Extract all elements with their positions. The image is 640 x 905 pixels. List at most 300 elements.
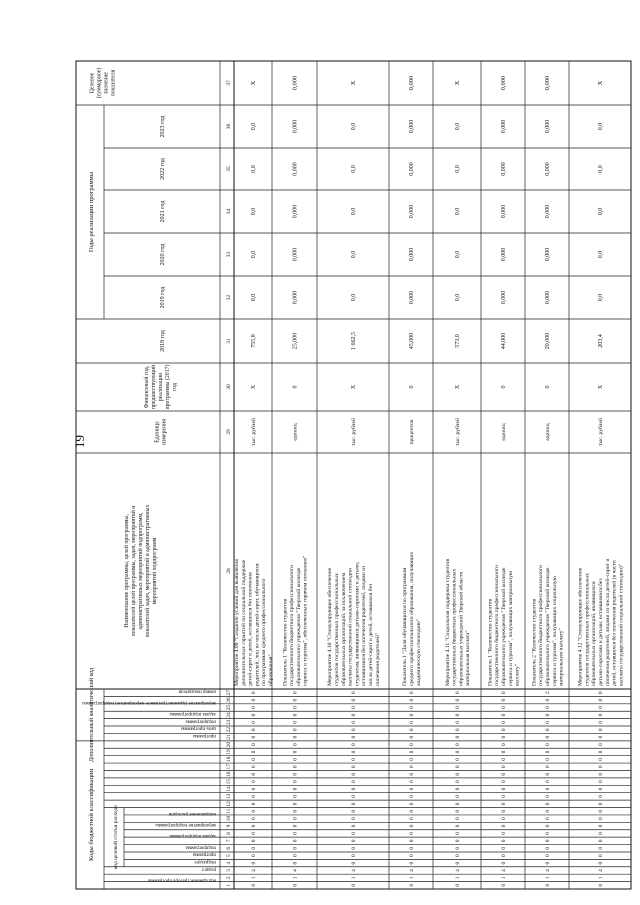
year-value: 20,000 [545, 332, 551, 350]
code-cell: 0 [598, 802, 604, 806]
code-cell: 0 [545, 720, 551, 724]
code-cell: 0 [455, 691, 461, 695]
code-cell: 0 [409, 735, 415, 739]
year-value: 0,0 [598, 122, 604, 131]
code-cell: 1 [292, 876, 299, 880]
year-value: 0,0 [351, 250, 357, 259]
fin-cell: X [251, 384, 257, 390]
code-cell: 0 [251, 802, 257, 806]
code-cell: 0 [251, 846, 257, 850]
code-cell: 0 [545, 765, 551, 769]
code-cell: 0 [292, 846, 299, 850]
code-cell: 0 [292, 706, 299, 709]
code-cell: 0 [292, 839, 299, 843]
fin-cell: 0 [545, 385, 551, 389]
code-cell: 0 [545, 861, 551, 865]
column-number: 6 [226, 846, 232, 850]
code-cell: 0 [251, 735, 257, 739]
code-cell: 0 [455, 757, 461, 761]
code-cell: 0 [292, 780, 299, 783]
code-cell: 0 [351, 809, 357, 813]
code-cell: 0 [292, 795, 299, 798]
column-number: 2 [226, 876, 232, 880]
row-name: Показатель 2 "Количество студентовгосударственного бюджетного профессиональногообразовательного учреждения "Тверской колледжсервиса и туризма", получающих социальнуюматериальную выплату" [531, 565, 565, 686]
column-number: 20 [226, 741, 232, 748]
code-cell: 0 [455, 698, 461, 702]
column-header-rotated: задача подпрограммы [169, 833, 216, 839]
year-value: 25,000 [292, 332, 299, 350]
year-value: 0,000 [501, 162, 507, 176]
fin-cell: X [351, 384, 357, 390]
code-cell: 0 [292, 854, 299, 858]
code-cell: 0 [455, 861, 461, 865]
code-cell: 0 [545, 883, 551, 887]
code-cell: 0 [292, 698, 299, 702]
row-name: Мероприятие 4.10 "Стимулирующее обеспечениестудентов государственных профессиональныхобразовательных организаций, за исключениемвыплаты государственной социальной стипендиистудентам, являющимся детьми-сиротами и детьми,оставшимися без попечения родителей, лицами изчисла детей-сирот и детей, оставшихся безпопечения родителей" [327, 561, 381, 686]
code-cell: 0 [251, 854, 257, 858]
unit-column-header: Единицаизмерения [154, 419, 168, 445]
target-cell: 0,000 [408, 75, 415, 91]
target-cell: 0,000 [500, 75, 507, 91]
code-cell: 0 [545, 757, 551, 761]
year-value: 0,0 [455, 165, 461, 173]
code-cell: 0 [251, 765, 257, 769]
code-cell: 0 [351, 743, 357, 746]
year-value: 203,4 [598, 334, 604, 348]
column-number: 5 [226, 854, 232, 858]
code-cell: 4 [455, 869, 461, 872]
name-column-header: Наименование программы, целей программы,показателей целей программы, задач, мероприятий иадминистративных мероприятий подпрограмм,показателей задач, мероприятий и административныхмероприятий подпрограмм [124, 504, 158, 638]
unit-cell: тыс. рублей [351, 418, 357, 446]
unit-cell: единиц [292, 423, 299, 441]
code-cell: 0 [351, 787, 357, 791]
year-value: 0,000 [545, 204, 551, 219]
year-value: 0,000 [292, 204, 299, 219]
unit-cell: единиц [501, 423, 507, 441]
code-cell: 0 [501, 817, 507, 821]
code-cell: 0 [292, 691, 299, 695]
column-number: 25 [226, 704, 232, 711]
year-value: 0,000 [292, 119, 299, 134]
column-number: 21 [226, 734, 232, 740]
code-cell: 0 [598, 735, 604, 739]
code-cell: 0 [409, 802, 415, 806]
code-cell: 0 [292, 809, 299, 813]
code-cell: 0 [545, 772, 551, 776]
year-value: 0,000 [501, 290, 507, 305]
code-cell: 0 [292, 720, 299, 724]
program-table [72, 57, 625, 893]
column-number: 31 [226, 338, 232, 344]
column-number: 34 [226, 208, 232, 215]
code-cell: 0 [501, 735, 507, 739]
column-number: 8 [226, 832, 232, 835]
code-cell: 0 [351, 765, 357, 769]
column-number: 13 [226, 793, 232, 800]
fin-cell: X [455, 384, 461, 390]
year-value: 0,000 [501, 119, 507, 134]
code-cell: 0 [409, 743, 415, 746]
year-value: 0,0 [598, 165, 604, 173]
year-value: 0,000 [409, 290, 415, 305]
code-cell: 0 [409, 861, 415, 865]
column-header-rotated: раздел [202, 866, 216, 872]
year-value: 0,000 [501, 204, 507, 219]
column-number: 22 [226, 726, 232, 733]
column-number: 36 [226, 123, 232, 130]
code-cell: 1 [409, 876, 415, 880]
code-cell: 0 [598, 691, 604, 695]
code-cell: 0 [455, 713, 461, 717]
code-cell: 0 [251, 861, 257, 865]
column-number: 32 [226, 294, 232, 301]
code-cell: 0 [351, 735, 357, 739]
code-cell: 0 [545, 824, 551, 828]
code-cell: 0 [409, 750, 415, 754]
code-cell: 0 [545, 809, 551, 813]
unit-cell: тыс. рублей [455, 418, 461, 446]
code-cell: 0 [501, 861, 507, 865]
target-cell: X [454, 80, 461, 86]
code-cell: 0 [598, 824, 604, 828]
column-number: 26 [226, 697, 232, 703]
row-name: Показатель 1 "Доля обучающихся по программамсреднего профессионального образования, получающихакадемическую стипендию" [402, 551, 422, 686]
code-cell: 0 [501, 750, 507, 754]
code-cell: 0 [545, 817, 551, 821]
column-number: 18 [226, 756, 232, 763]
code-cell: 0 [598, 846, 604, 850]
code-cell: 0 [292, 802, 299, 806]
code-cell: 0 [251, 706, 257, 709]
code-cell: 0 [251, 839, 257, 843]
program-table-grid [72, 57, 625, 893]
code-cell: 0 [351, 795, 357, 798]
year-value: 0,000 [545, 247, 551, 262]
column-number: 33 [226, 251, 232, 258]
year-value: 0,0 [251, 165, 257, 173]
code-cell: 0 [251, 691, 257, 695]
code-cell: 0 [501, 787, 507, 791]
code-cell: 0 [409, 706, 415, 709]
code-cell: 0 [251, 698, 257, 702]
code-cell: 0 [409, 780, 415, 783]
year-value: 0,0 [351, 293, 357, 302]
year-value: 0,000 [409, 162, 415, 176]
kbk-group-header: Коды бюджетной классификации [88, 768, 95, 861]
code-cell: 0 [292, 757, 299, 761]
column-number: 23 [226, 719, 232, 726]
code-cell: 0 [598, 817, 604, 821]
column-header-rotated: подраздел [194, 859, 216, 865]
code-cell: 0 [501, 883, 507, 887]
column-number: 35 [226, 166, 232, 172]
code-cell: 0 [501, 691, 507, 695]
code-cell: 0 [598, 743, 604, 746]
code-cell: 0 [409, 817, 415, 821]
code-cell: 0 [545, 698, 551, 702]
code-cell: 0 [501, 839, 507, 843]
code-cell: 0 [598, 728, 604, 732]
column-number: 27 [226, 689, 232, 696]
kbk-target-group-header: код целевой статьи расхода [113, 805, 119, 870]
code-cell: 0 [351, 750, 357, 754]
year-value: 0,0 [251, 122, 257, 131]
code-cell: 0 [251, 795, 257, 798]
code-cell: 0 [292, 750, 299, 754]
code-cell: 4 [598, 869, 604, 872]
column-header-rotated: мероприятие (административное мероприятие) подпрограммы [82, 699, 216, 705]
code-cell: 0 [292, 765, 299, 769]
code-cell: 0 [351, 720, 357, 724]
code-cell: 0 [292, 772, 299, 776]
code-cell: 0 [292, 824, 299, 828]
column-number: 9 [226, 824, 232, 828]
code-cell: 0 [292, 743, 299, 746]
dop-group-header: Дополнительный аналитический код [89, 667, 95, 762]
code-cell: 0 [501, 809, 507, 813]
year-value: 0,000 [409, 247, 415, 262]
code-cell: 0 [455, 728, 461, 732]
code-cell: 0 [351, 698, 357, 702]
code-cell: 0 [351, 691, 357, 695]
year-value: 45,000 [409, 332, 415, 350]
year-value: 0,000 [292, 290, 299, 305]
code-cell: 0 [455, 787, 461, 791]
code-cell: 0 [501, 706, 507, 709]
code-cell: 0 [455, 720, 461, 724]
code-cell: 0 [409, 809, 415, 813]
year-value: 0,000 [292, 247, 299, 262]
column-number: 16 [226, 771, 232, 777]
code-cell: 0 [455, 883, 461, 887]
code-cell: 0 [545, 832, 551, 835]
column-header-rotated: программа [193, 733, 216, 739]
code-cell: 0 [351, 713, 357, 717]
code-cell: 0 [409, 757, 415, 761]
code-cell: 0 [409, 854, 415, 858]
column-number: 10 [226, 815, 232, 822]
code-cell: 1 [455, 876, 461, 880]
row-name: Мероприятие 4.09 "Создание условий для выявлениядополнительных гарантий по социальной поддержкедетей-сирот и детей, оставшихся без попеченияродителей, лиц из числа детей-сирот, обучающихсяпо программам среднего профессиональногообразования" [234, 559, 274, 686]
code-cell: 0 [251, 728, 257, 732]
code-cell: 0 [455, 824, 461, 828]
code-cell: 0 [455, 817, 461, 821]
code-cell: 0 [455, 743, 461, 746]
code-cell: 0 [251, 832, 257, 835]
code-cell: 0 [455, 839, 461, 843]
code-cell: 0 [409, 713, 415, 717]
code-cell: 0 [409, 772, 415, 776]
code-cell: 0 [501, 698, 507, 702]
row-name: Показатель 1 "Количество студентовгосударственного бюджетного профессиональногообразовательного учреждения "Тверской колледжсервиса и туризма", обеспеченных горячим питанием" [282, 555, 309, 686]
target-cell: X [597, 80, 604, 86]
page-number: 19 [72, 435, 87, 448]
code-cell: 0 [351, 706, 357, 709]
code-cell: 0 [351, 839, 357, 843]
column-header-rotated: задача подпрограммы [169, 710, 216, 716]
code-cell: 0 [545, 713, 551, 717]
code-cell: 0 [292, 735, 299, 739]
code-cell: 0 [598, 839, 604, 843]
year-value: 0,0 [598, 293, 604, 302]
code-cell: 0 [455, 809, 461, 813]
column-number: 4 [226, 861, 232, 865]
code-cell: 0 [598, 706, 604, 709]
code-cell: 0 [351, 824, 357, 828]
year-value: 0,000 [545, 119, 551, 134]
code-cell: 0 [545, 706, 551, 709]
code-cell: 4 [351, 869, 357, 872]
code-cell: 0 [545, 846, 551, 850]
target-cell: 0,000 [291, 75, 299, 91]
code-cell: 0 [455, 846, 461, 850]
code-cell: 0 [292, 787, 299, 791]
code-cell: 4 [501, 869, 507, 872]
code-cell: 0 [545, 728, 551, 732]
code-cell: 0 [545, 787, 551, 791]
column-number: 29 [226, 429, 232, 435]
code-cell: 0 [598, 757, 604, 761]
code-cell: 0 [501, 802, 507, 806]
code-cell: 0 [251, 713, 257, 717]
column-header-rotated: код администратора программы [147, 877, 216, 883]
code-cell: 1 [251, 876, 257, 880]
code-cell: 0 [545, 854, 551, 858]
column-number: 19 [226, 749, 232, 755]
code-cell: 0 [292, 817, 299, 821]
code-cell: 0 [455, 765, 461, 769]
code-cell: 0 [501, 772, 507, 776]
target-cell: X [350, 80, 357, 86]
code-cell: 0 [598, 861, 604, 865]
code-cell: 0 [501, 846, 507, 850]
year-value: 1 662,5 [351, 332, 357, 350]
code-cell: 0 [292, 728, 299, 732]
code-cell: 0 [409, 832, 415, 835]
unit-cell: единиц [545, 423, 551, 441]
row-name: Мероприятие 4.12 "Стимулирующее обеспечениестудентов государственных профессиональныхобразовательных организаций, являющихсядетьми-сиротами и детьми, оставшимися безпопечения родителей, лицами из числа детей-сирот идетей, оставшихся без попечения родителей (в частивыплаты государственной социальной стипендии)" [577, 558, 625, 686]
code-cell: 0 [455, 854, 461, 858]
year-value: 0,000 [292, 162, 299, 176]
year-value: 0,0 [251, 293, 257, 302]
code-cell: 1 [501, 876, 507, 880]
code-cell: 0 [545, 780, 551, 783]
target-cell: 0,000 [544, 75, 551, 91]
code-cell: 0 [598, 780, 604, 783]
column-header-rotated: мероприятие подпрограммы [155, 822, 216, 828]
code-cell: 0 [351, 854, 357, 858]
code-cell: 0 [409, 846, 415, 850]
year-value: 0,0 [455, 293, 461, 302]
code-cell: 0 [598, 720, 604, 724]
code-cell: 0 [351, 772, 357, 776]
column-header-rotated: номер показателя [178, 688, 216, 694]
code-cell: 0 [409, 691, 415, 695]
code-cell: 0 [409, 698, 415, 702]
column-number: 30 [226, 384, 232, 390]
code-cell: 0 [351, 757, 357, 761]
column-header-rotated: направление расходов [169, 810, 216, 816]
code-cell: 0 [501, 728, 507, 732]
year-value: 0,000 [545, 162, 551, 176]
code-cell: 1 [598, 876, 604, 880]
fin-cell: 0 [501, 385, 507, 389]
code-cell: 0 [501, 765, 507, 769]
column-number: 1 [226, 883, 232, 887]
code-cell: 4 [251, 869, 257, 872]
code-cell: 4 [409, 869, 415, 872]
code-cell: 0 [598, 765, 604, 769]
code-cell: 0 [455, 750, 461, 754]
code-cell: 0 [409, 765, 415, 769]
code-cell: 0 [251, 720, 257, 724]
code-cell: 0 [455, 706, 461, 709]
code-cell: 0 [351, 728, 357, 732]
code-cell: 0 [251, 809, 257, 813]
code-cell: 0 [251, 743, 257, 746]
code-cell: 0 [598, 698, 604, 702]
year-value: 44,000 [501, 332, 507, 350]
code-cell: 0 [545, 802, 551, 806]
column-number: 28 [226, 568, 232, 574]
column-number: 37 [226, 80, 232, 86]
code-cell: 0 [455, 772, 461, 776]
code-cell: 0 [455, 780, 461, 783]
year-value: 0,000 [409, 119, 415, 134]
year-value: 755,8 [251, 334, 257, 348]
code-cell: 0 [598, 795, 604, 798]
row-name: Мероприятие 4.11 "Социальная поддержка студентовгосударственных бюджетных профессиональныхобразовательных учреждений Тверской областиматериальная выплата" [444, 558, 472, 686]
column-number: 11 [226, 808, 232, 814]
code-cell: 0 [251, 883, 257, 887]
code-cell: 4 [545, 869, 551, 872]
code-cell: 0 [501, 720, 507, 724]
year-value: 0,0 [455, 122, 461, 131]
column-number: 3 [226, 869, 232, 872]
code-cell: 0 [351, 802, 357, 806]
column-number: 24 [226, 712, 232, 718]
fin-cell: X [598, 384, 604, 390]
code-cell: 0 [292, 861, 299, 865]
column-number: 12 [226, 801, 232, 807]
code-cell: 0 [409, 720, 415, 724]
column-header-rotated: подпрограмма [185, 718, 216, 724]
code-cell: 0 [351, 780, 357, 783]
code-cell: 1 [545, 876, 551, 880]
code-cell: 0 [501, 757, 507, 761]
code-cell: 0 [501, 743, 507, 746]
year-value: 0,0 [455, 207, 461, 216]
column-number: 17 [226, 764, 232, 770]
code-cell: 0 [409, 839, 415, 843]
code-cell: 0 [409, 787, 415, 791]
year-column-header: 2019 год [160, 286, 166, 309]
code-cell: 0 [251, 772, 257, 776]
code-cell: 0 [501, 854, 507, 858]
fin-cell: 0 [409, 385, 415, 389]
column-header-rotated: подпрограмма [185, 844, 216, 850]
code-cell: 0 [598, 832, 604, 835]
column-header-rotated: цель программы [180, 725, 216, 731]
code-cell: 0 [251, 750, 257, 754]
code-cell: 0 [351, 832, 357, 835]
fin-year-column-header: Финансовый год,предшествующийреализациипрограммы (2017)год [144, 364, 178, 410]
code-cell: 0 [292, 832, 299, 835]
year-value: 0,0 [598, 250, 604, 259]
code-cell: 0 [251, 757, 257, 761]
row-name: Показатель 1 "Количество студентовгосударственного бюджетного профессиональногообразовательного учреждения "Тверской колледжсервиса и туризма", получающих материальнуювыплату" [487, 565, 521, 686]
code-cell: 0 [455, 795, 461, 798]
